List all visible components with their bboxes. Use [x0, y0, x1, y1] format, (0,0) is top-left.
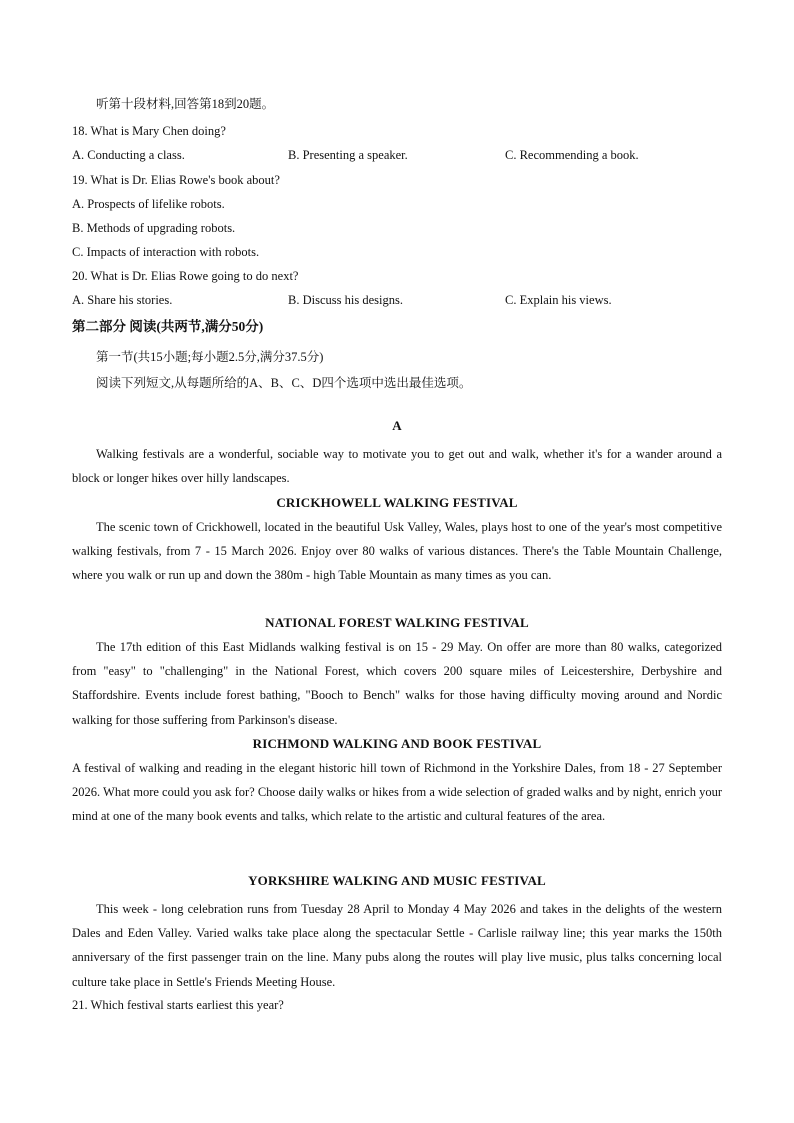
reading-instruction: 阅读下列短文,从每题所给的A、B、C、D四个选项中选出最佳选项。	[96, 376, 472, 390]
festival-text-richmond: A festival of walking and reading in the elegant historic hill town of Richmond in the Yorkshire Dales, from 18 - 27 September 2026. What more could you ask for? Choose daily walks or hikes from a wide selection of graded walks and by night, enrich your mind at one of the many book events and talks, which relate to the artistic and cultural features of the area.	[72, 761, 722, 824]
reading-part-title: 第二部分 阅读(共两节,满分50分)	[72, 319, 264, 334]
question-18: 18. What is Mary Chen doing?	[72, 124, 226, 138]
festival-title-yorkshire: YORKSHIRE WALKING AND MUSIC FESTIVAL	[248, 873, 546, 888]
q19-option-b: B. Methods of upgrading robots.	[72, 221, 236, 235]
q20-option-b: B. Discuss his designs.	[288, 293, 403, 307]
q18-option-b: B. Presenting a speaker.	[288, 148, 408, 162]
question-21: 21. Which festival starts earliest this year?	[72, 998, 284, 1012]
passage-letter: A	[392, 418, 402, 433]
question-20: 20. What is Dr. Elias Rowe going to do next?	[72, 269, 299, 283]
listening-intro: 听第十段材料,回答第18到20题。	[96, 97, 275, 111]
q20-option-a: A. Share his stories.	[72, 293, 173, 307]
festival-title-crickhowell: CRICKHOWELL WALKING FESTIVAL	[276, 495, 518, 510]
q18-option-c: C. Recommending a book.	[505, 148, 639, 162]
q20-option-c: C. Explain his views.	[505, 293, 612, 307]
festival-text-yorkshire: This week - long celebration runs from Tuesday 28 April to Monday 4 May 2026 and takes in the delights of the western Dales and Eden Valley. Varied walks take place along the spectacular Settle - Carlisle railway line; this year marks the 150th anniversary of the first passenger train on the line. Many pubs along the routes will play live music, plus talks concerning local culture take place in Settle's Friends Meeting House.	[72, 902, 722, 989]
question-19: 19. What is Dr. Elias Rowe's book about?	[72, 173, 280, 187]
festival-text-national-forest: The 17th edition of this East Midlands walking festival is on 15 - 29 May. On offer are more than 80 walks, categorized from "easy" to "challenging" in the National Forest, which covers 200 square miles of Leicestershire, Derbyshire and Staffordshire. Events include forest bathing, "Booch to Bench" walks for those having difficulty moving around and Nordic walking for those suffering from Parkinson's disease.	[72, 640, 722, 727]
q19-option-a: A. Prospects of lifelike robots.	[72, 197, 225, 211]
passage-intro: Walking festivals are a wonderful, sociable way to motivate you to get out and walk, whether it's for a wander around a block or longer hikes over hilly landscapes.	[72, 447, 722, 486]
festival-text-crickhowell: The scenic town of Crickhowell, located in the beautiful Usk Valley, Wales, plays host to one of the year's most competitive walking festivals, from 7 - 15 March 2026. Enjoy over 80 walks of various distances. There's the Table Mountain Challenge, where you walk or run up and down the 380m - high Table Mountain as many times as you can.	[72, 520, 722, 583]
q19-option-c: C. Impacts of interaction with robots.	[72, 245, 260, 259]
q18-option-a: A. Conducting a class.	[72, 148, 185, 162]
festival-title-national-forest: NATIONAL FOREST WALKING FESTIVAL	[265, 615, 529, 630]
festival-title-richmond: RICHMOND WALKING AND BOOK FESTIVAL	[252, 736, 542, 751]
reading-section-title: 第一节(共15小题;每小题2.5分,满分37.5分)	[96, 350, 324, 364]
